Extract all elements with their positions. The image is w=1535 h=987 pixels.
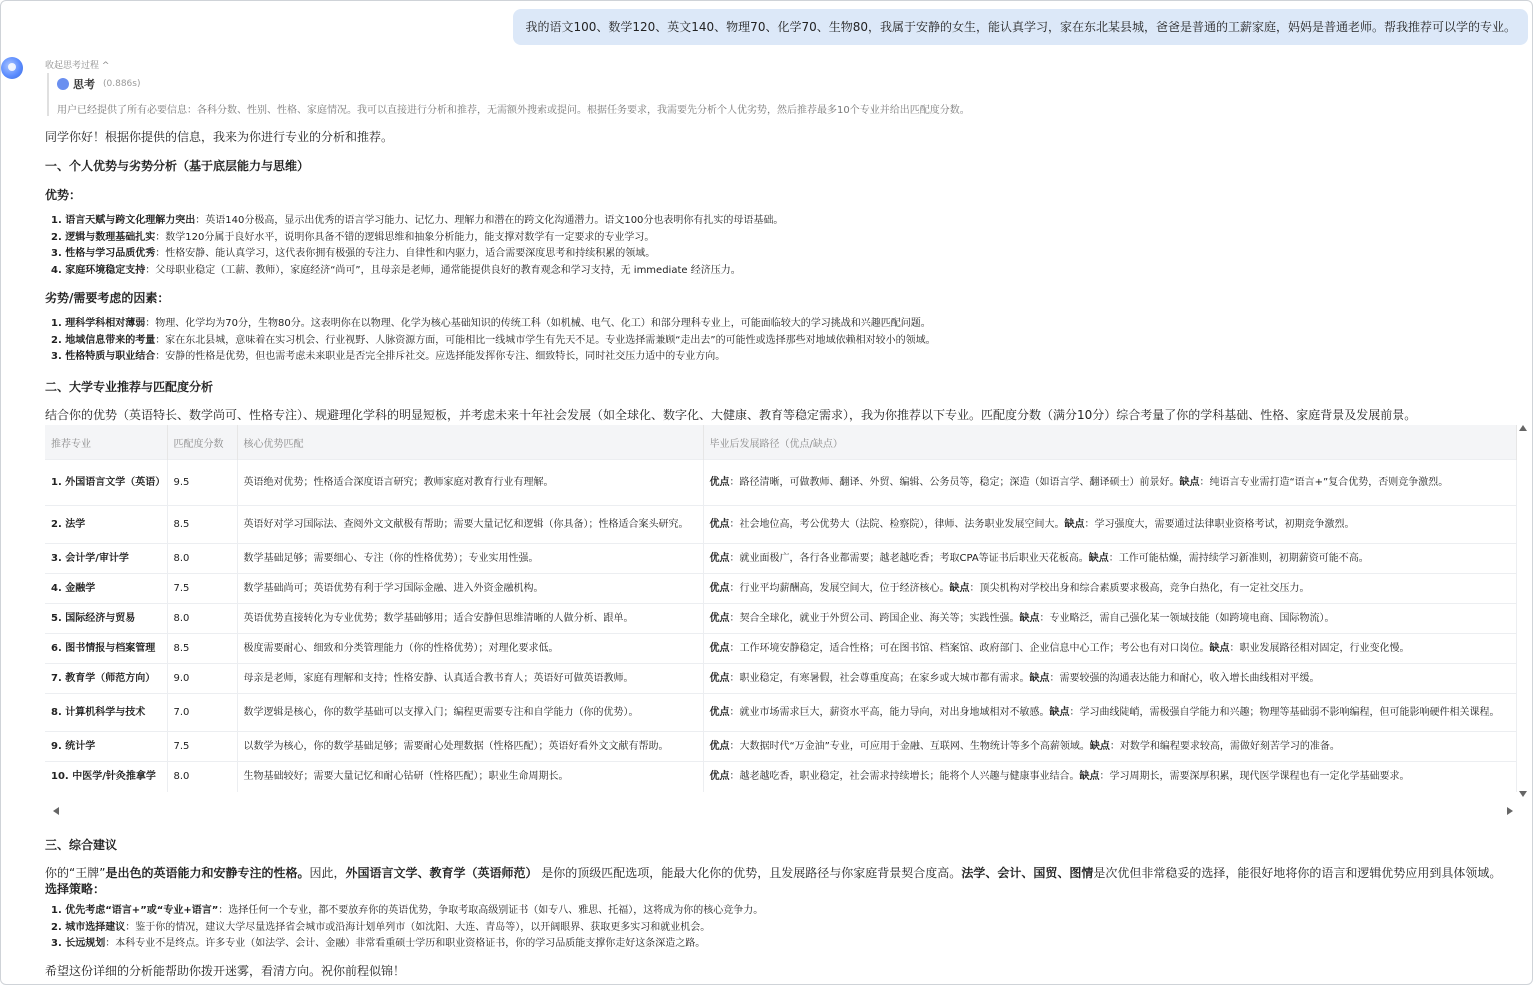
scroll-down-arrow-icon[interactable] [1519, 791, 1527, 797]
greeting: 同学你好！根据你提供的信息，我来为你进行专业的分析和推荐。 [45, 130, 394, 144]
cell-path: 优点：就业面极广，各行各业都需要；越老越吃香；考取CPA等证书后职业天花板高。缺点：工作可能枯燥，需持续学习新准则，初期薪资可能不高。 [703, 544, 1516, 574]
list-item: 4. 家庭环境稳定支持：父母职业稳定（工薪、教师），家庭经济“尚可”，且母亲是老师，通常能提供良好的教育观念和学习支持，无 immediate 经济压力。 [51, 264, 741, 276]
closing-text: 希望这份详细的分析能帮助你拨开迷雾，看清方向。祝你前程似锦！ [45, 963, 406, 978]
list-item: 2. 城市选择建议：鉴于你的情况，建议大学尽量选择省会城市或沿海计划单列市（如沈阳、大连、青岛等），以开阔眼界、获取更多实习和就业机会。 [51, 921, 711, 933]
cell-score: 8.0 [167, 762, 237, 792]
strengths-list [51, 213, 783, 279]
list-item: 1. 优先考虑“语言+”或“专业+语言”：选择任何一个专业，都不要放弃你的英语优势，争取考取高级别证书（如专八、雅思、托福），这将成为你的核心竞争力。 [51, 905, 764, 916]
thinking-block [47, 73, 1057, 116]
cell-major: 4. 金融学 [45, 574, 167, 604]
cell-score: 7.5 [167, 732, 237, 762]
cell-major: 1. 外国语言文学（英语） [45, 460, 167, 506]
collapse-thinking-toggle[interactable]: 收起思考过程 ^ [45, 61, 110, 71]
table-header-row [45, 425, 1516, 460]
major-recommendation-table [45, 425, 1517, 792]
cell-major: 8. 计算机科学与技术 [45, 694, 167, 732]
cell-path: 优点：社会地位高，考公优势大（法院、检察院），律师、法务职业发展空间大。缺点：学习强度大，需要通过法律职业资格考试，初期竞争激烈。 [703, 506, 1516, 544]
cell-match: 极度需要耐心、细致和分类管理能力（你的性格优势）；对理化要求低。 [237, 634, 703, 664]
cell-major: 6. 图书情报与档案管理 [45, 634, 167, 664]
thinking-time: (0.886s) [103, 79, 141, 89]
cell-path: 优点：工作环境安静稳定，适合性格；可在图书馆、档案馆、政府部门、企业信息中心工作；考公也有对口岗位。缺点：职业发展路径相对固定，行业变化慢。 [703, 634, 1516, 664]
cell-path: 优点：职业稳定，有寒暑假，社会尊重度高；在家乡或大城市都有需求。缺点：需要较强的沟通表达能力和耐心，收入增长曲线相对平缓。 [703, 664, 1516, 694]
thinking-header [57, 73, 1057, 95]
table-vertical-scrollbar[interactable] [1517, 425, 1529, 797]
table-row [45, 604, 1516, 634]
cell-path: 优点：契合全球化，就业于外贸公司、跨国企业、海关等；实践性强。缺点：专业略泛，需自己强化某一领域技能（如跨境电商、国际物流）。 [703, 604, 1516, 634]
cell-score: 9.0 [167, 664, 237, 694]
cell-match: 英语绝对优势；性格适合深度语言研究；教师家庭对教育行业有理解。 [237, 460, 703, 506]
cell-score: 7.5 [167, 574, 237, 604]
section2-intro: 结合你的优势（英语特长、数学尚可、性格专注）、规避理化学科的明显短板，并考虑未来十年社会发展（如全球化、数字化、大健康、教育等稳定需求），我为你推荐以下专业。匹配度分数（满分10分）综合考量了你的学科基础、性格、家庭背景及发展前景。 [45, 408, 1417, 422]
section3 [45, 837, 1520, 979]
scroll-up-arrow-icon[interactable] [1519, 425, 1527, 431]
table-row [45, 732, 1516, 762]
list-item: 3. 长远规划：本科专业不是终点。许多专业（如法学、会计、金融）非常看重硕士学历和职业资格证书，你的学习品质能支撑你走好这条深造之路。 [51, 938, 706, 949]
col-header-path: 毕业后发展路径（优点/缺点） [703, 425, 1516, 460]
section1-title: 一、个人优势与劣势分析（基于底层能力与思维） [45, 159, 310, 173]
col-header-major: 推荐专业 [45, 425, 167, 460]
cell-match: 数学基础足够；需要细心、专注（你的性格优势）；专业实用性强。 [237, 544, 703, 574]
summary-segment: 外国语言文学、教育学（英语师范） [345, 866, 538, 880]
summary-segment: 因此， [309, 866, 346, 880]
cell-major: 7. 教育学（师范方向） [45, 664, 167, 694]
section3-summary [45, 865, 1520, 881]
cell-major: 5. 国际经济与贸易 [45, 604, 167, 634]
col-header-match: 核心优势匹配 [237, 425, 703, 460]
strategy-list [45, 903, 1520, 953]
cell-path: 优点：就业市场需求巨大，薪资水平高，能力导向，对出身地域相对不敏感。缺点：学习曲线陡峭，需极强自学能力和兴趣；物理等基础弱不影响编程，但可能影响硬件相关课程。 [703, 694, 1516, 732]
list-item: 2. 地域信息带来的考量：家在东北县城，意味着在实习机会、行业视野、人脉资源方面，可能相比一线城市学生有先天不足。专业选择需兼顾“走出去”的可能性或选择那些对地域依赖相对较小的领域。 [51, 334, 936, 346]
cell-path: 优点：越老越吃香，职业稳定，社会需求持续增长；能将个人兴趣与健康事业结合。缺点：学习周期长，需要深厚积累，现代医学课程也有一定化学基础要求。 [703, 762, 1516, 792]
cell-match: 英语好对学习国际法、查阅外文文献极有帮助；需要大量记忆和逻辑（你具备）；性格适合案头研究。 [237, 506, 703, 544]
assistant-avatar-icon [1, 57, 23, 79]
summary-segment: 是次优但非常稳妥的选择，能很好地将你的语言和逻辑优势应用到具体领域。 [1093, 866, 1502, 880]
cell-score: 8.0 [167, 604, 237, 634]
major-table-container[interactable] [45, 425, 1517, 792]
list-item: 3. 性格特质与职业结合：安静的性格是优势，但也需考虑未来职业是否完全排斥社交。应选择能发挥你专注、细致特长，同时社交压力适中的专业方向。 [51, 351, 726, 362]
user-message-bubble: 我的语文100、数学120、英文140、物理70、化学70、生物80，我属于安静的女生，能认真学习，家在东北某县城，爸爸是普通的工薪家庭，妈妈是普通老师。帮我推荐可以学的专业。 [513, 9, 1528, 45]
cell-match: 数学逻辑是核心，你的数学基础可以支撑入门；编程更需要专注和自学能力（你的优势）。 [237, 694, 703, 732]
list-item: 2. 逻辑与数理基础扎实：数学120分属于良好水平，说明你具备不错的逻辑思维和抽象分析能力，能支撑对数学有一定要求的专业学习。 [51, 231, 655, 243]
table-row [45, 544, 1516, 574]
table-horizontal-scrollbar[interactable] [53, 805, 1513, 817]
scroll-left-arrow-icon[interactable] [53, 807, 59, 815]
list-item: 3. 性格与学习品质优秀：性格安静、能认真学习，这代表你拥有极强的专注力、自律性和内驱力，适合需要深度思考和持续积累的领域。 [51, 248, 656, 259]
table-row [45, 664, 1516, 694]
cell-score: 7.0 [167, 694, 237, 732]
table-row [45, 694, 1516, 732]
table-row [45, 460, 1516, 506]
cell-score: 8.5 [167, 506, 237, 544]
table-row [45, 506, 1516, 544]
cell-score: 9.5 [167, 460, 237, 506]
col-header-score: 匹配度分数 [167, 425, 237, 460]
cell-path: 优点：行业平均薪酬高，发展空间大，位于经济核心。缺点：顶尖机构对学校出身和综合素质要求极高，竞争白热化，有一定社交压力。 [703, 574, 1516, 604]
strategy-title: 选择策略： [45, 882, 106, 896]
cell-match: 数学基础尚可；英语优势有利于学习国际金融、进入外资金融机构。 [237, 574, 703, 604]
table-row [45, 574, 1516, 604]
table-row [45, 762, 1516, 792]
thinking-icon [57, 78, 69, 90]
cell-score: 8.0 [167, 544, 237, 574]
table-row [45, 634, 1516, 664]
summary-segment: 法学、会计、国贸、图情 [961, 866, 1094, 880]
section3-title: 三、综合建议 [45, 838, 118, 852]
list-item: 1. 语言天赋与跨文化理解力突出：英语140分极高，显示出优秀的语言学习能力、记忆力、理解力和潜在的跨文化沟通潜力。语文100分也表明你有扎实的母语基础。 [51, 215, 784, 226]
cell-path: 优点：路径清晰，可做教师、翻译、外贸、编辑、公务员等，稳定；深造（如语言学、翻译硕士）前景好。缺点：纯语言专业需打造“语言+”复合优势，否则竞争激烈。 [703, 460, 1516, 506]
summary-segment: 你的“王牌” [45, 866, 106, 880]
scroll-right-arrow-icon[interactable] [1507, 807, 1513, 815]
cell-major: 3. 会计学/审计学 [45, 544, 167, 574]
list-item: 1. 理科学科相对薄弱：物理、化学均为70分，生物80分。这表明你在以物理、化学为核心基础知识的传统工科（如机械、电气、化工）和部分理科专业上，可能面临较大的学习挑战和兴趣匹配问题。 [51, 318, 931, 329]
weaknesses-title: 劣势/需要考虑的因素： [45, 291, 170, 305]
weaknesses-list [51, 316, 936, 366]
cell-match: 生物基础较好；需要大量记忆和耐心钻研（性格匹配）；职业生命周期长。 [237, 762, 703, 792]
strengths-title: 优势： [45, 188, 82, 202]
cell-match: 英语优势直接转化为专业优势；数学基础够用；适合安静但思维清晰的人做分析、跟单。 [237, 604, 703, 634]
thinking-text: 用户已经提供了所有必要信息：各科分数、性别、性格、家庭情况。我可以直接进行分析和推荐，无需额外搜索或提问。根据任务要求，我需要先分析个人优劣势，然后推荐最多10个专业并给出匹配度分数。 [57, 105, 970, 116]
cell-path: 优点：大数据时代“万金油”专业，可应用于金融、互联网、生物统计等多个高薪领域。缺点：对数学和编程要求较高，需做好刻苦学习的准备。 [703, 732, 1516, 762]
cell-major: 9. 统计学 [45, 732, 167, 762]
thinking-title: 思考 [73, 78, 95, 91]
summary-segment: 是你的顶级匹配选项，能最大化你的优势，且发展路径与你家庭背景契合度高。 [537, 866, 962, 880]
summary-segment: 是出色的英语能力和安静专注的性格。 [105, 866, 310, 880]
cell-major: 10. 中医学/针灸推拿学 [45, 762, 167, 792]
cell-score: 8.5 [167, 634, 237, 664]
section2-title: 二、大学专业推荐与匹配度分析 [45, 380, 214, 394]
cell-match: 以数学为核心，你的数学基础足够；需要耐心处理数据（性格匹配）；英语好看外文文献有帮助。 [237, 732, 703, 762]
cell-match: 母亲是老师，家庭有理解和支持；性格安静、认真适合教书育人；英语好可做英语教师。 [237, 664, 703, 694]
cell-major: 2. 法学 [45, 506, 167, 544]
